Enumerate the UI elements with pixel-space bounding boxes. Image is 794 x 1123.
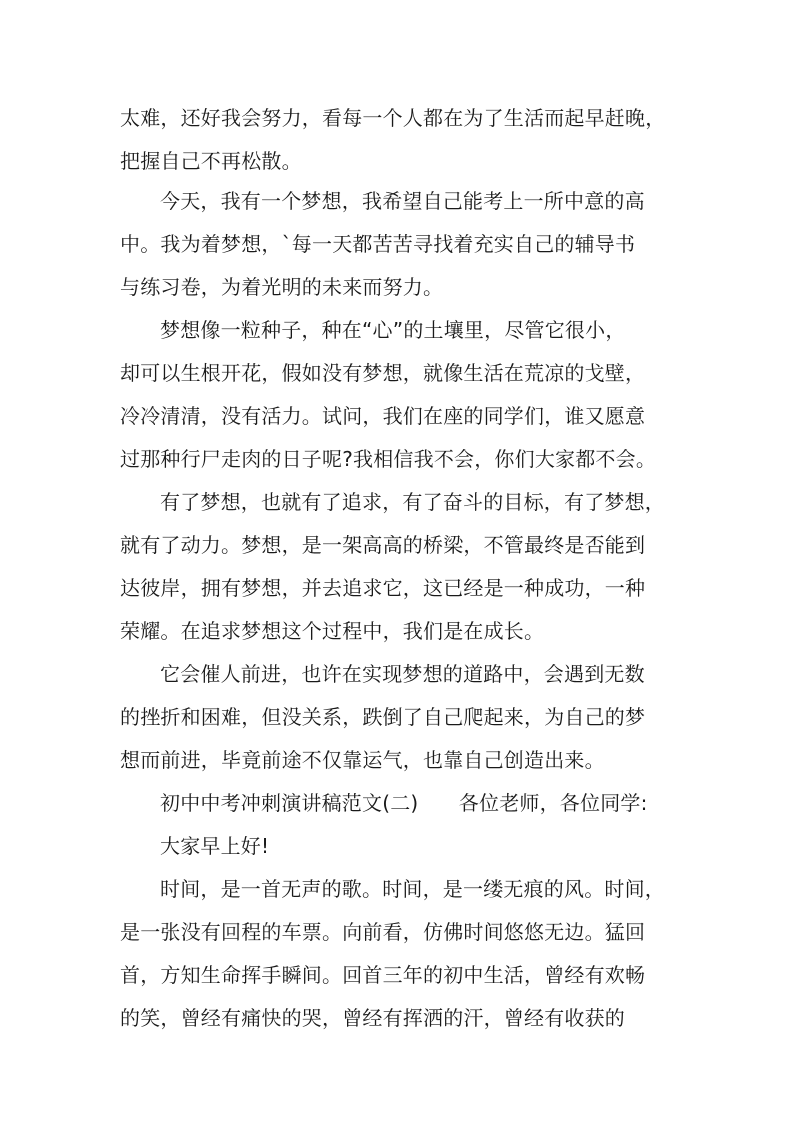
text-line-15: 的挫折和困难，但没关系，跌倒了自己爬起来，为自己的梦 xyxy=(120,705,646,729)
text-line-7: 却可以生根开花，假如没有梦想，就像生活在荒凉的戈壁， xyxy=(120,361,646,385)
text-line-20: 是一张没有回程的车票。向前看，仿佛时间悠悠无边。猛回 xyxy=(120,920,646,944)
text-line-16: 想而前进，毕竟前途不仅靠运气，也靠自己创造出来。 xyxy=(120,748,605,772)
text-line-1: 太难，还好我会努力，看每一个人都在为了生活而起早赶晚， xyxy=(120,106,666,130)
text-line-21: 首，方知生命挥手瞬间。回首三年的初中生活，曾经有欢畅 xyxy=(120,963,646,987)
text-line-13: 荣耀。在追求梦想这个过程中，我们是在成长。 xyxy=(120,619,545,643)
text-line-12: 达彼岸，拥有梦想，并去追求它，这已经是一种成功，一种 xyxy=(120,576,646,600)
text-line-9: 过那种行尸走肉的日子呢?我相信我不会，你们大家都不会。 xyxy=(120,447,657,471)
text-line-2: 把握自己不再松散。 xyxy=(120,149,302,173)
text-line-5: 与练习卷，为着光明的未来而努力。 xyxy=(120,275,444,299)
text-line-22: 的笑，曾经有痛快的哭，曾经有挥洒的汗，曾经有收获的 xyxy=(120,1006,625,1030)
text-line-3: 今天，我有一个梦想，我希望自己能考上一所中意的高 xyxy=(160,189,645,213)
text-line-10: 有了梦想，也就有了追求，有了奋斗的目标，有了梦想， xyxy=(160,490,665,514)
text-line-18: 大家早上好! xyxy=(160,834,270,858)
text-line-6: 梦想像一粒种子，种在“心”的土壤里，尽管它很小， xyxy=(160,318,626,342)
text-line-11: 就有了动力。梦想，是一架高高的桥梁，不管最终是否能到 xyxy=(120,533,646,557)
text-line-17: 初中中考冲刺演讲稿范文(二) 各位老师，各位同学: xyxy=(160,791,648,815)
text-line-19: 时间，是一首无声的歌。时间，是一缕无痕的风。时间， xyxy=(160,877,665,901)
text-line-8: 冷冷清清，没有活力。试问，我们在座的同学们，谁又愿意 xyxy=(120,404,646,428)
text-line-4: 中。我为着梦想，`每一天都苦苦寻找着充实自己的辅导书 xyxy=(120,232,636,256)
text-line-14: 它会催人前进，也许在实现梦想的道路中，会遇到无数 xyxy=(160,662,645,686)
